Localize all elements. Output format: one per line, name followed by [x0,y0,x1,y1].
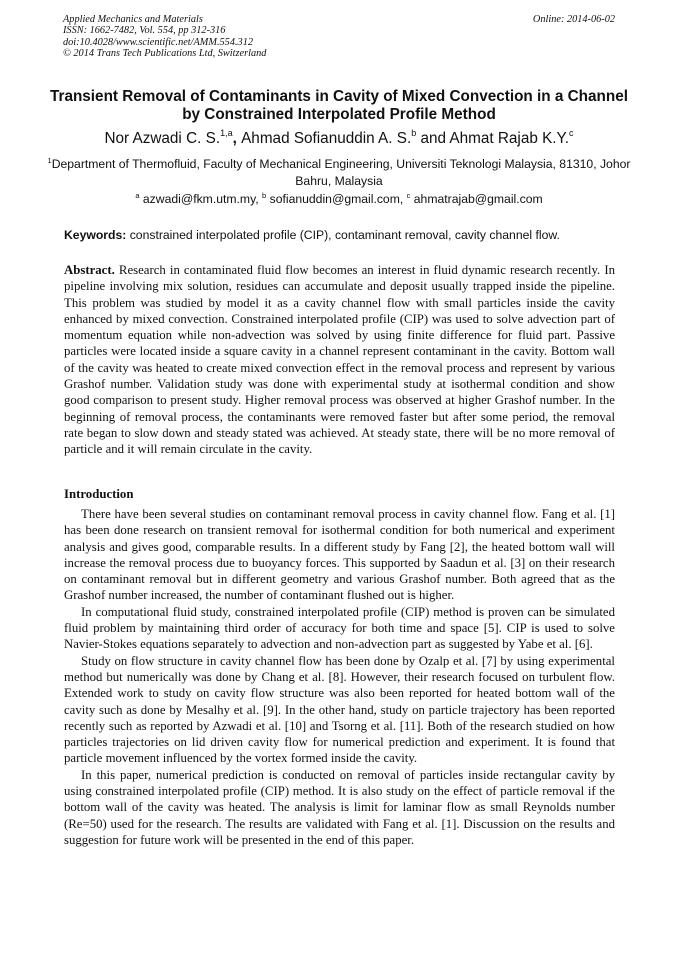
abstract-text: Research in contaminated fluid flow becomes an interest in fluid dynamic research recently. In pipeline involving mix solution, residues can accumulate and deposit usually trapped inside the pipeline. This problem was studied by model it as a cavity channel flow with small particles inside the cavity enhanced by mixed convection. Constrained interpolated profile (CIP) was used to solve advection part of momentum equation while non-advection was solved by using finite difference for fluid part. Passive particles were located inside a square cavity in a channel represent contaminant in the cavity. Bottom wall of the cavity was heated to create mixed convection effect in the removal process and represent by various Grashof number. Validation study was done with experimental study at isothermal condition and show good comparison to present study. Higher removal process was observed at higher Grashof number. In the beginning of removal process, the contaminants were removed faster but after some period, the removal rate began to slow down and steady stated was achieved. At steady state, there will be no more removal of particle and it will remain circulate in the cavity. [64,263,615,457]
paragraph: In this paper, numerical prediction is conducted on removal of particles inside rectangular cavity by using constrained interpolated profile (CIP) method. It is also study on the effect of particle removal if the bottom wall of the cavity was heated. The analysis is limit for laminar flow as small Reynolds number (Re=50) used for the research. The results are validated with Fang et al. [1]. Discussion on the results and suggestion for future work will be presented in the end of this paper. [64,767,615,847]
copyright: © 2014 Trans Tech Publications Ltd, Switzerland [63,48,267,60]
email-list [40,192,638,207]
online-date: Online: 2014-06-02 [532,14,615,25]
author-name: Ahmad Sofianuddin A. S. [241,130,412,147]
paragraph: There have been several studies on contaminant removal process in cavity channel flow. Fang et al. [1] has been done research on transient removal for isothermal condition for both numerical and experiment analysis and gives good, comparable results. In a different study by Fang [2], the heated bottom wall will increase the removal process due to buoyancy forces. This supported by Saadun et al. [3] on their research on contaminant removal but in different geometry and various Grashof number. Both agreed that as the Grashof number increased, the number of contaminant flushed out is higher. [64,507,615,603]
email-superscript: b [262,191,267,200]
keywords [64,228,616,243]
paragraph: In computational fluid study, constrained interpolated profile (CIP) method is proven can be simulated fluid problem by maintaining third order of accuracy for both time and space [5]. CIP is used to solve Navier-Stokes equations separately to advection and non-advection part as suggested by Yabe et al. [6]. [64,604,615,652]
affiliation [40,156,638,190]
author-name: Nor Azwadi C. S. [104,130,221,147]
paper-title: Transient Removal of Contaminants in Cavity of Mixed Convection in a Channel by Constrained Interpolated Profile Method [50,88,628,123]
introduction-body [64,506,615,848]
author-separator: and [416,130,450,147]
author-list [20,130,658,148]
author-name: Ahmat Rajab K.Y. [449,130,570,147]
doi: doi:10.4028/www.scientific.net/AMM.554.312 [63,36,253,48]
author-superscript: b [411,128,417,138]
affiliation-superscript: 1 [47,156,52,165]
email-superscript: c [406,191,411,200]
journal-name: Applied Mechanics and Materials [63,14,203,25]
author-superscript: c [569,128,574,138]
abstract [64,262,615,458]
issn: ISSN: 1662-7482, Vol. 554, pp 312-316 [63,25,226,37]
paragraph: Study on flow structure in cavity channel flow has been done by Ozalp et al. [7] by using experimental method but numerically was done by Chang et al. [8]. However, their research focused on turbulent flow. Extended work to study on cavity flow structure was also been reported for heated bottom wall of the cavity such as done by Mesalhy et al. [9]. In the other hand, study on particle trajectory has been reported recently such as reported by Azwadi et al. [10] and Tsorng et al. [11]. Both of the research studied on how particles trajectories on lid driven cavity flow for numerical prediction and experiment. It is found that particle movement influenced by the vortex formed inside the cavity. [64,653,615,766]
email-link[interactable]: ahmatrajab@gmail.com [413,192,543,206]
email-superscript: a [135,191,140,200]
email-separator: , [399,192,407,206]
author-separator: , [232,130,242,147]
keywords-label: Keywords: [64,228,127,242]
keywords-text: constrained interpolated profile (CIP), contaminant removal, cavity channel flow. [126,228,560,242]
affiliation-text: Department of Thermofluid, Faculty of Mechanical Engineering, Universiti Teknologi Malaysia, 81310, Johor Bahru, Malaysia [51,157,631,188]
email-link[interactable]: azwadi@fkm.utm.my [142,192,256,206]
email-separator: , [255,192,263,206]
section-heading-introduction: Introduction [64,487,134,501]
journal-header [63,14,615,60]
author-superscript: 1,a [220,128,233,138]
abstract-label: Abstract. [64,263,115,277]
email-link[interactable]: sofianuddin@gmail.com [269,192,400,206]
